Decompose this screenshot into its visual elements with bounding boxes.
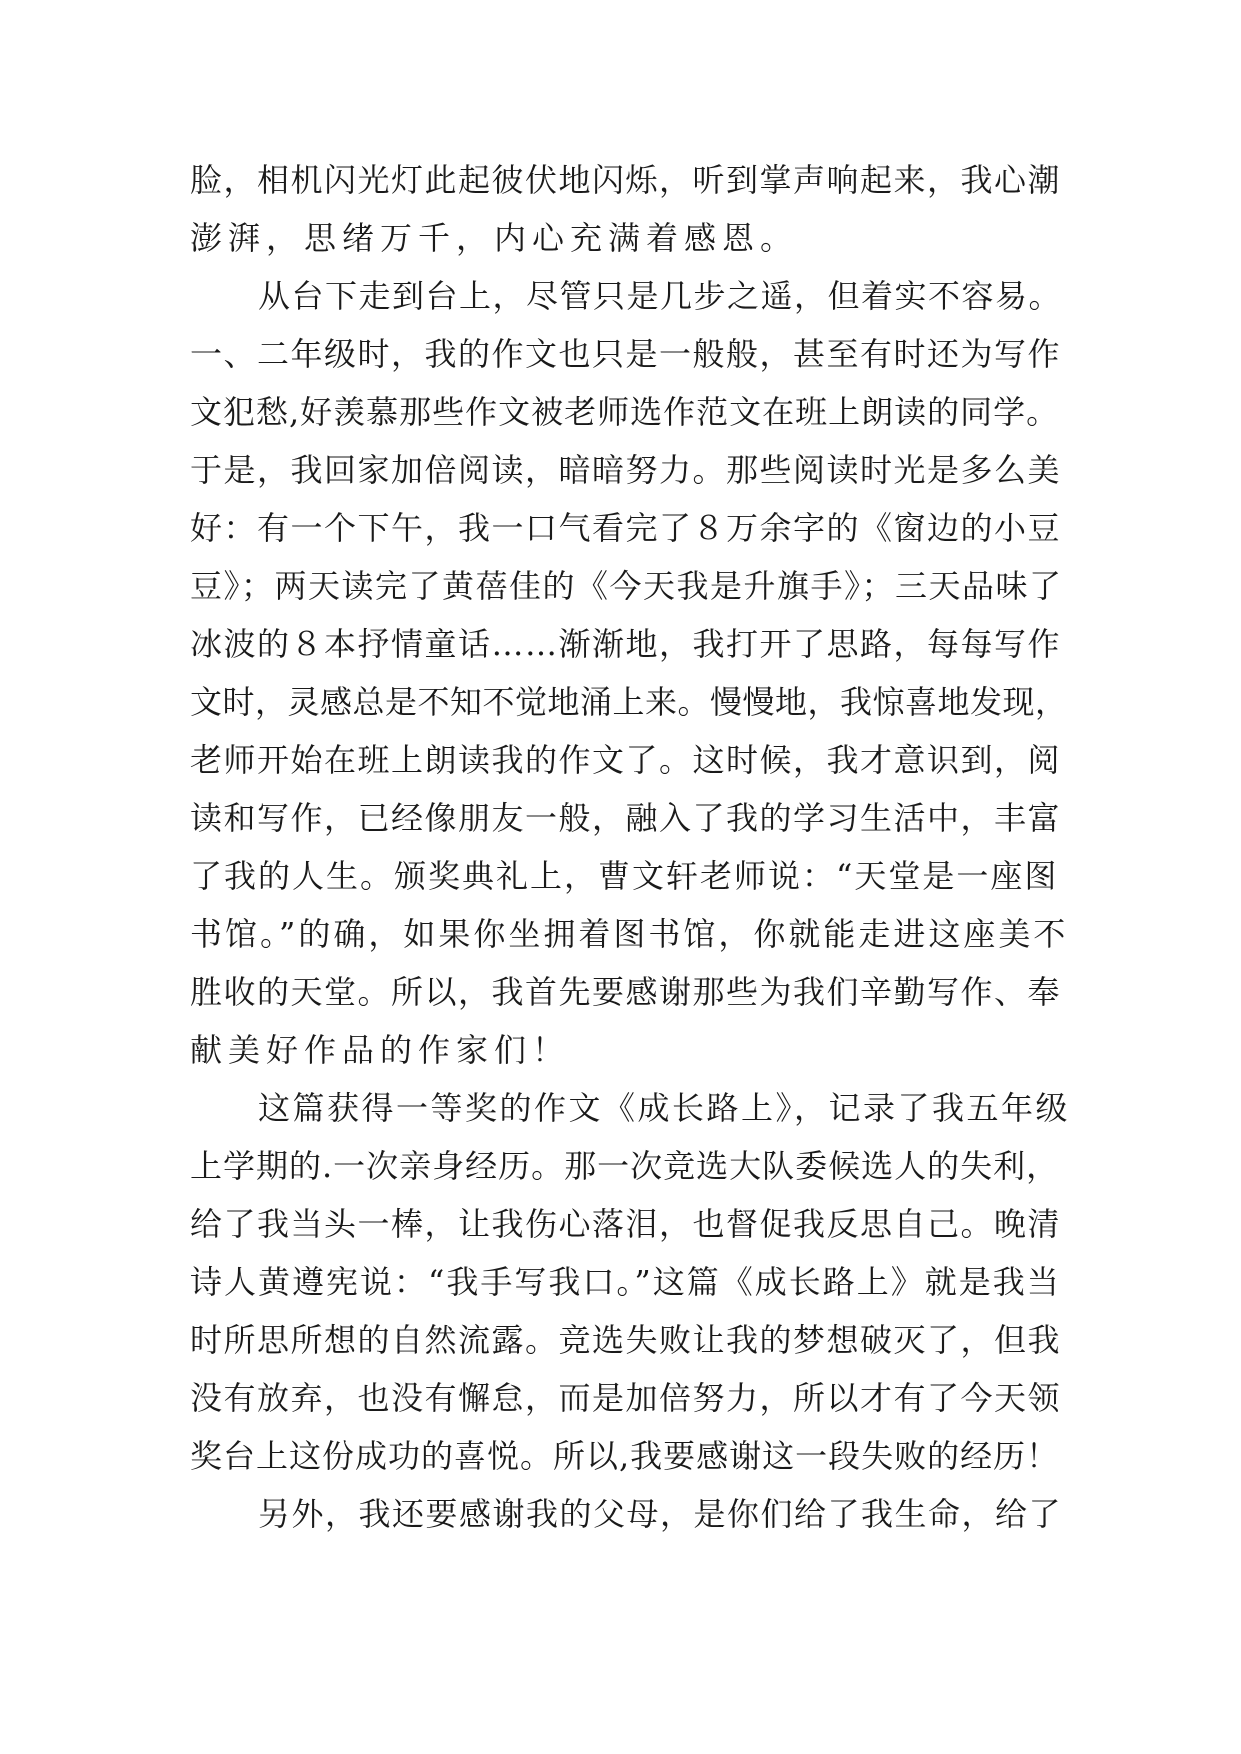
text-line: 了我的人生。颁奖典礼上，曹文轩老师说：“天堂是一座图 [190,857,1059,895]
text-line: 胜收的天堂。所以，我首先要感谢那些为我们辛勤写作、奉 [190,973,1062,1011]
text-line: 于是，我回家加倍阅读，暗暗努力。那些阅读时光是多么美 [190,451,1062,489]
text-line: 上学期的.一次亲身经历。那一次竞选大队委候选人的失利， [190,1147,1060,1185]
text-line: 脸，相机闪光灯此起彼伏地闪烁，听到掌声响起来，我心潮 [190,161,1062,199]
text-line: 书馆。”的确，如果你坐拥着图书馆，你就能走进这座美不 [190,915,1069,953]
text-line: 老师开始在班上朗读我的作文了。这时候，我才意识到，阅 [190,741,1062,779]
text-line: 奖台上这份成功的喜悦。所以,我要感谢这一段失败的经历！ [190,1437,1060,1475]
text-line: 读和写作，已经像朋友一般，融入了我的学习生活中，丰富 [190,799,1062,837]
paragraph-first-line: 从台下走到台上，尽管只是几步之遥，但着实不容易。 [258,277,1063,315]
text-line: 冰波的８本抒情童话……渐渐地，我打开了思路，每每写作 [190,625,1062,663]
text-line: 豆》；两天读完了黄蓓佳的《今天我是升旗手》；三天品味了 [190,567,1063,605]
text-line: 好：有一个下午，我一口气看完了８万余字的《窗边的小豆 [190,509,1062,547]
text-line: 澎湃，思绪万千，内心充满着感恩。 [190,219,799,257]
paragraph-first-line: 另外，我还要感谢我的父母，是你们给了我生命，给了 [258,1495,1063,1533]
paragraph-first-line: 这篇获得一等奖的作文《成长路上》，记录了我五年级 [258,1089,1071,1127]
text-line: 没有放弃，也没有懈怠，而是加倍努力，所以才有了今天领 [190,1379,1062,1417]
text-line: 献美好作品的作家们！ [190,1031,571,1069]
text-line: 给了我当头一棒，让我伤心落泪，也督促我反思自己。晚清 [190,1205,1062,1243]
text-line: 诗人黄遵宪说：“我手写我口。”这篇《成长路上》就是我当 [190,1263,1061,1301]
text-line: 文时，灵感总是不知不觉地涌上来。慢慢地，我惊喜地发现， [190,683,1068,721]
text-line: 时所思所想的自然流露。竞选失败让我的梦想破灭了，但我 [190,1321,1062,1359]
text-line: 文犯愁,好羡慕那些作文被老师选作范文在班上朗读的同学。 [190,393,1060,431]
text-line: 一、二年级时，我的作文也只是一般般，甚至有时还为写作 [190,335,1062,373]
